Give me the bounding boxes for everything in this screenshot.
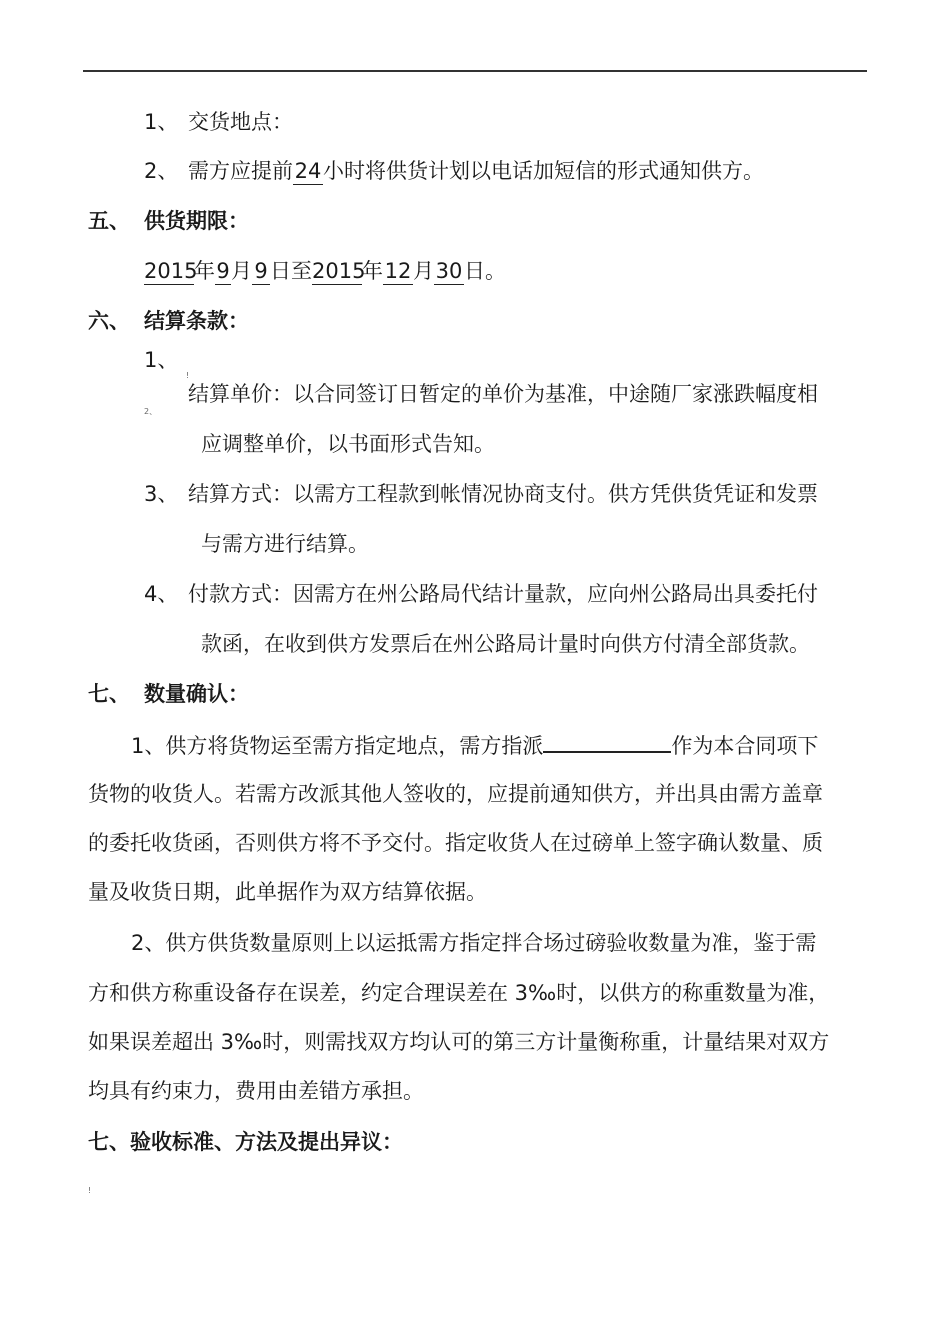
- delivery-item2-pre: 需方应提前: [188, 159, 293, 183]
- section7-number: 七、: [88, 682, 130, 706]
- section6-item2-line2: 应调整单价，以书面形式告知。: [201, 432, 495, 456]
- quantity-paragraph2-line4: 均具有约束力，费用由差错方承担。: [88, 1079, 424, 1103]
- section6-item4-line1: 付款方式：因需方在州公路局代结计量款，应向州公路局出具委托付: [188, 582, 818, 606]
- delivery-item2-post: 小时将供货计划以电话加短信的形式通知供方。: [323, 159, 764, 183]
- quantity-paragraph1-line1: [131, 729, 818, 761]
- section6-item2-line1: 结算单价：以合同签订日暂定的单价为基准，中途随厂家涨跌幅度相: [188, 382, 818, 406]
- section5-number: 五、: [88, 209, 130, 233]
- delivery-item2-text: [188, 156, 764, 186]
- acceptance-section-title: 七、验收标准、方法及提出异议：: [88, 1130, 403, 1154]
- start-year: 2015: [144, 259, 198, 283]
- quantity-paragraph2-line1: 2、供方供货数量原则上以运抵需方指定拌合场过磅验收数量为准，鉴于需: [131, 931, 817, 955]
- delivery-item2-number: 2、: [144, 159, 179, 183]
- section5-title: 供货期限：: [144, 209, 249, 233]
- delivery-item1-text: 交货地点：: [188, 110, 293, 134]
- quantity-paragraph1-line4: 量及收货日期，此单据作为双方结算依据。: [88, 880, 487, 904]
- section6-item3-line1: 结算方式：以需方工程款到帐情况协商支付。供方凭供货凭证和发票: [188, 482, 818, 506]
- day-to: 日至: [270, 259, 312, 283]
- section6-item3-line2: 与需方进行结算。: [201, 532, 369, 556]
- p1-line1-pre: 1、供方将货物运至需方指定地点，需方指派: [131, 734, 544, 758]
- year-char: 年: [194, 259, 215, 283]
- year-char: 年: [362, 259, 383, 283]
- end-year: 2015: [312, 259, 366, 283]
- start-day: 9: [252, 258, 270, 285]
- quantity-paragraph2-line2: 方和供方称重设备存在误差，约定合理误差在 3‰时，以供方的称重数量为准，: [88, 981, 830, 1005]
- delivery-item1-number: 1、: [144, 110, 179, 134]
- notice-hours: 24: [294, 159, 322, 183]
- section6-item1-number: 1、: [144, 348, 179, 372]
- section6-item3-number: 3、: [144, 482, 179, 506]
- section6-number: 六、: [88, 309, 130, 333]
- supply-period: [144, 256, 506, 286]
- start-month: 9: [216, 259, 230, 283]
- quantity-paragraph1-line2: 货物的收货人。若需方改派其他人签收的，应提前通知供方，并出具由需方盖章: [88, 782, 823, 806]
- quantity-paragraph2-line3: 如果误差超出 3‰时，则需找双方均认可的第三方计量衡称重，计量结果对双方: [88, 1030, 830, 1054]
- quantity-paragraph1-line3: 的委托收货函，否则供方将不予交付。指定收货人在过磅单上签字确认数量、质: [88, 831, 823, 855]
- section6-item2-number: 2、: [144, 407, 158, 416]
- p1-line1-post: 作为本合同项下: [671, 734, 819, 758]
- small-mark: !: [186, 371, 190, 380]
- day-end: 日。: [464, 259, 506, 283]
- section6-title: 结算条款：: [144, 309, 249, 333]
- footer-mark: !: [88, 1186, 92, 1195]
- section6-item4-number: 4、: [144, 582, 179, 606]
- section7-title: 数量确认：: [144, 682, 249, 706]
- section6-item4-line2: 款函，在收到供方发票后在州公路局计量时向供方付清全部货款。: [201, 632, 810, 656]
- receiver-name-blank: [543, 729, 671, 753]
- month-char: 月: [413, 259, 434, 283]
- header-rule: [83, 70, 867, 72]
- end-month: 12: [384, 259, 412, 283]
- end-day: 30: [435, 259, 463, 283]
- month-char: 月: [231, 259, 252, 283]
